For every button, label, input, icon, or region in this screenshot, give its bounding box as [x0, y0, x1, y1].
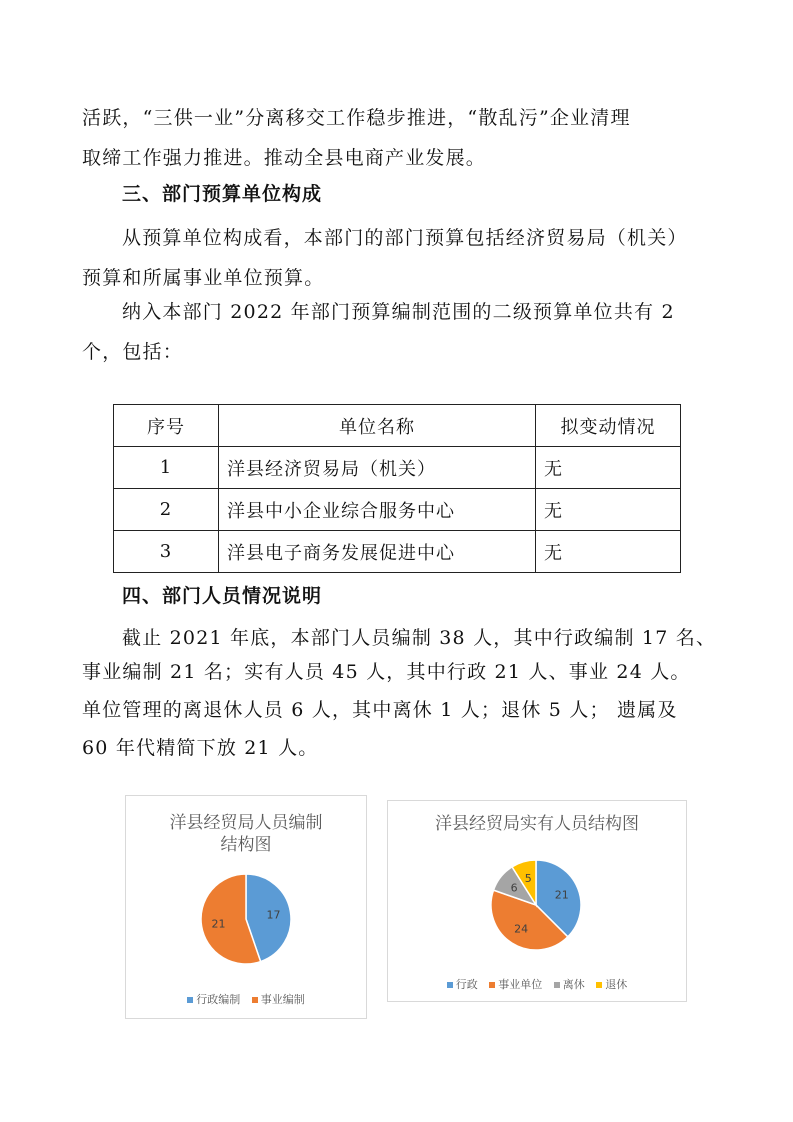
table-row	[114, 531, 681, 573]
budget-units-table	[113, 404, 681, 573]
staffing-pie-chart	[125, 795, 367, 1019]
table-cell: 2	[114, 489, 219, 531]
paragraph-line: 取缔工作强力推进。推动全县电商产业发展。	[82, 147, 487, 169]
legend-item	[447, 976, 478, 992]
pie-svg	[388, 801, 686, 1001]
paragraph-line: 预算和所属事业单位预算。	[82, 267, 325, 289]
table-cell: 无	[536, 531, 681, 573]
chart-legend	[126, 991, 366, 1007]
pie-data-label: 17	[266, 908, 281, 922]
legend-label: 退休	[605, 978, 628, 991]
table-header-row	[114, 405, 681, 447]
legend-item	[596, 976, 627, 992]
legend-item	[489, 976, 542, 992]
legend-label: 事业单位	[498, 978, 543, 991]
pie-data-label: 24	[514, 922, 529, 936]
paragraph-line: 纳入本部门 2022 年部门预算编制范围的二级预算单位共有 2	[122, 301, 675, 323]
legend-swatch	[187, 997, 193, 1003]
section-heading-4: 四、部门人员情况说明	[122, 585, 323, 607]
table-cell: 无	[536, 447, 681, 489]
table-cell: 无	[536, 489, 681, 531]
chart-legend	[388, 976, 686, 992]
table-header-cell: 单位名称	[219, 405, 536, 447]
pie-data-label: 21	[211, 917, 226, 931]
legend-swatch	[447, 982, 453, 988]
legend-label: 事业编制	[260, 993, 305, 1006]
pie-data-label: 21	[554, 888, 569, 902]
chart-title-line: 洋县经贸局人员编制	[169, 813, 323, 833]
table-header-cell: 拟变动情况	[536, 405, 681, 447]
paragraph-line: 单位管理的离退休人员 6 人，其中离休 1 人；退休 5 人； 遗属及	[82, 699, 678, 721]
legend-item	[554, 976, 585, 992]
section-heading-3: 三、部门预算单位构成	[122, 183, 323, 205]
paragraph-line: 60 年代精简下放 21 人。	[82, 737, 319, 759]
legend-swatch	[554, 982, 560, 988]
legend-swatch	[596, 982, 602, 988]
pie-svg	[126, 796, 366, 1018]
table-cell: 1	[114, 447, 219, 489]
paragraph-line: 截止 2021 年底，本部门人员编制 38 人，其中行政编制 17 名、	[122, 627, 717, 649]
legend-label: 行政	[455, 978, 478, 991]
chart-title: 洋县经贸局实有人员结构图	[435, 814, 639, 834]
pie-data-label: 5	[524, 872, 532, 886]
paragraph-line: 个，包括：	[82, 341, 184, 363]
paragraph-line: 活跃，“三供一业”分离移交工作稳步推进，“散乱污”企业清理	[82, 107, 631, 129]
legend-label: 离休	[562, 978, 585, 991]
actual-staff-pie-chart	[387, 800, 687, 1002]
table-header-cell: 序号	[114, 405, 219, 447]
legend-swatch	[252, 997, 258, 1003]
pie-data-label: 6	[510, 881, 518, 895]
chart-title-line: 结构图	[220, 835, 272, 855]
legend-swatch	[489, 982, 495, 988]
legend-item	[187, 991, 240, 1007]
table-cell: 洋县经济贸易局（机关）	[219, 447, 536, 489]
paragraph-line: 从预算单位构成看，本部门的部门预算包括经济贸易局（机关）	[122, 227, 688, 249]
paragraph-line: 事业编制 21 名；实有人员 45 人，其中行政 21 人、事业 24 人。	[82, 661, 691, 683]
legend-item	[252, 991, 305, 1007]
table-row	[114, 489, 681, 531]
table-row	[114, 447, 681, 489]
legend-label: 行政编制	[196, 993, 241, 1006]
table-cell: 洋县中小企业综合服务中心	[219, 489, 536, 531]
table-cell: 3	[114, 531, 219, 573]
table-cell: 洋县电子商务发展促进中心	[219, 531, 536, 573]
